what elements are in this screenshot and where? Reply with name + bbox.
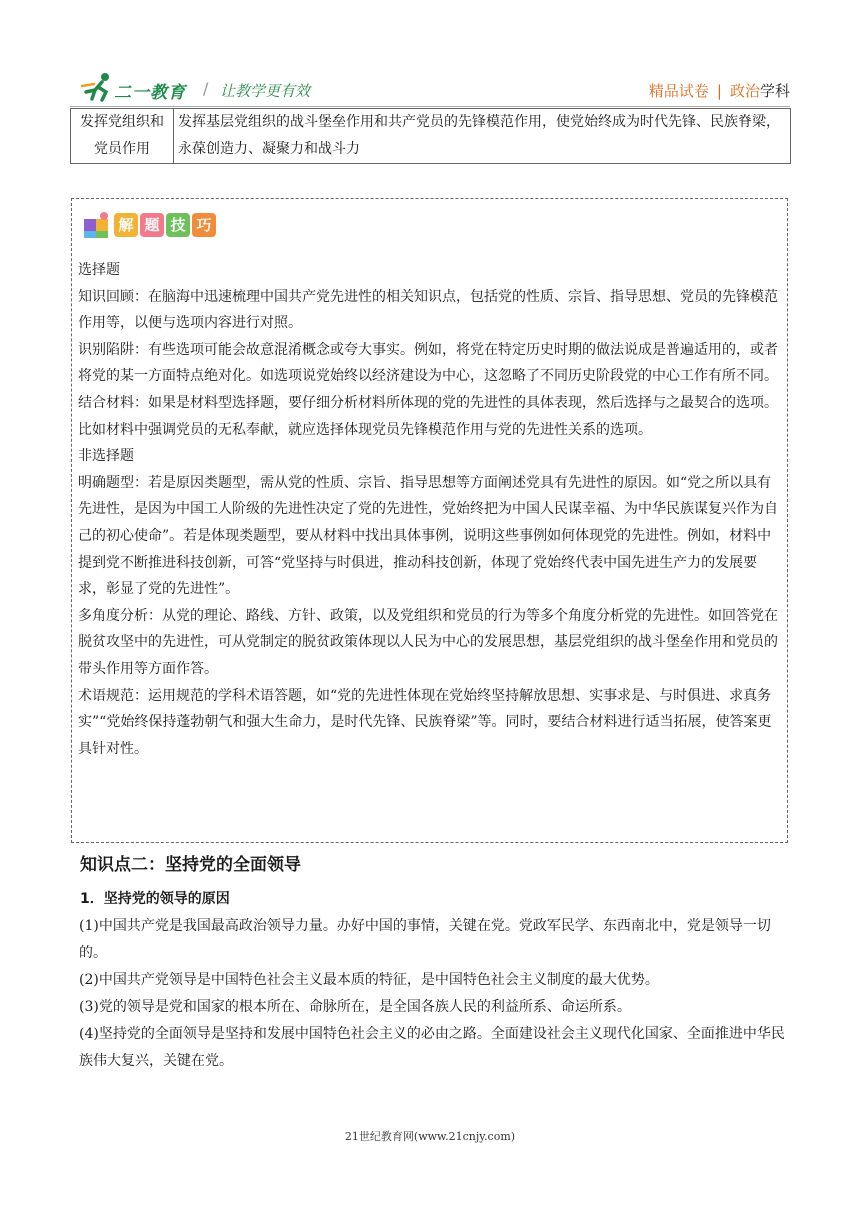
section-subtitle: 1．坚持党的领导的原因 xyxy=(80,891,230,907)
tips-heading: 非选择题 xyxy=(78,448,134,465)
tips-paragraph: 多角度分析：从党的理论、路线、方针、政策，以及党组织和党员的行为等多个角度分析党的先进性。如回答党在脱贫攻坚中的先进性，可从党制定的脱贫政策体现以人民为中心的发展思想，基层党组织的战斗堡垒作用和党员的带头作用等方面作答。 xyxy=(78,607,778,677)
knowledge-table xyxy=(70,108,791,164)
badge-char: 题 xyxy=(144,216,160,234)
header-divider: / xyxy=(203,79,209,98)
tips-paragraph: 知识回顾：在脑海中迅速梳理中国共产党先进性的相关知识点，包括党的性质、宗旨、指导思想、党员的先锋模范作用等，以便与选项内容进行对照。 xyxy=(78,288,778,332)
list-item: (3)党的领导是党和国家的根本所在、命脉所在，是全国各族人民的利益所系、命运所系。 xyxy=(79,999,631,1015)
badge-tile xyxy=(166,213,190,237)
list-item: (4)坚持党的全面领导是坚持和发展中国特色社会主义的必由之路。全面建设社会主义现代化国家、全面推进中华民族伟大复兴，关键在党。 xyxy=(79,1026,785,1069)
tips-heading: 选择题 xyxy=(78,262,120,278)
section-body xyxy=(79,913,785,1075)
puzzle-icon xyxy=(82,211,114,239)
list-item: (2)中国共产党领导是中国特色社会主义最本质的特征，是中国特色社会主义制度的最大优势。 xyxy=(79,972,659,988)
brand-name: 二一教育 xyxy=(114,83,186,103)
tips-paragraph: 识别陷阱：有些选项可能会故意混淆概念或夸大事实。例如，将党在特定历史时期的做法说成是普遍适用的，或者将党的某一方面特点绝对化。如选项说党始终以经济建设为中心，这忽略了不同历史阶段党的中心工作有所不同。 xyxy=(78,341,778,385)
header-rule xyxy=(70,106,790,107)
tips-paragraph: 术语规范：运用规范的学科术语答题，如“党的先进性体现在党始终坚持解放思想、实事求是、与时俱进、求真务实”“党始终保持蓬勃朝气和强大生命力，是时代先锋、民族脊梁”等。同时，要结合材料进行适当拓展，使答案更具针对性。 xyxy=(78,687,772,757)
table-row xyxy=(71,109,791,164)
badge-tile xyxy=(140,213,164,237)
header-subject-suffix: 学科 xyxy=(759,82,790,100)
tips-paragraph: 明确题型：若是原因类题型，需从党的性质、宗旨、指导思想等方面阐述党具有先进性的原因。如“党之所以具有先进性，是因为中国工人阶级的先进性决定了党的先进性，党始终把为中国人民谋幸福、为中华民族谋复兴作为自己的初心使命”。若是体现类题型，要从材料中找出具体事例，说明这些事例如何体现党的先进性。例如，材料中提到党不断推进科技创新，可答“党坚持与时俱进，推动科技创新，体现了党始终代表中国先进生产力的发展要求，彰显了党的先进性”。 xyxy=(78,474,778,598)
tips-content xyxy=(78,257,783,762)
badge-tile xyxy=(192,213,216,237)
badge-char: 巧 xyxy=(196,216,212,234)
header-separator: | xyxy=(716,82,722,100)
table-row-content: 发挥基层党组织的战斗堡垒作用和共产党员的先锋模范作用，使党始终成为时代先锋、民族脊梁，永葆创造力、凝聚力和战斗力 xyxy=(174,109,791,164)
header-category: 精品试卷 xyxy=(648,82,709,100)
tips-box xyxy=(71,198,788,843)
badge-char: 技 xyxy=(170,216,186,234)
section-title: 知识点二：坚持党的全面领导 xyxy=(80,855,301,875)
page-footer: 21世纪教育网(www.21cnjy.com) xyxy=(344,1130,516,1143)
header-subject xyxy=(649,80,790,101)
brand-slogan: 让教学更有效 xyxy=(220,82,311,100)
page-header xyxy=(80,72,790,106)
tips-paragraph: 结合材料：如果是材料型选择题，要仔细分析材料所体现的党的先进性的具体表现，然后选择与之最契合的选项。比如材料中强调党员的无私奉献，就应选择体现党员先锋模范作用与党的先进性关系的选项。 xyxy=(78,394,778,438)
list-item: (1)中国共产党是我国最高政治领导力量。办好中国的事情，关键在党。党政军民学、东西南北中，党是领导一切的。 xyxy=(79,918,771,961)
badge-char: 解 xyxy=(118,216,134,234)
header-subject-name: 政治 xyxy=(729,82,760,100)
table-row-label: 发挥党组织和党员作用 xyxy=(71,109,174,164)
badge-tile xyxy=(114,213,138,237)
